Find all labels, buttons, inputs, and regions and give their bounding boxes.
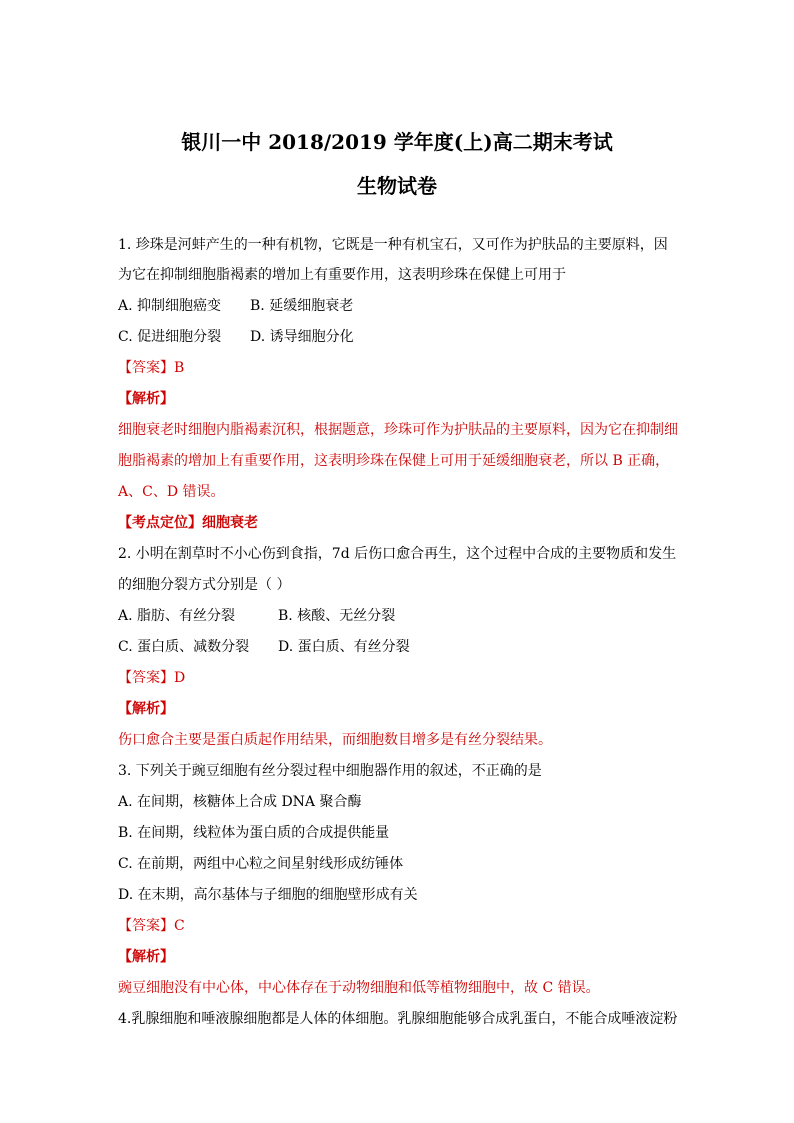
- q2-option-c: C. 蛋白质、减数分裂: [118, 639, 250, 655]
- q3-option-b: B. 在间期，线粒体为蛋白质的合成提供能量: [118, 825, 390, 841]
- exam-subtitle: 生物试卷: [357, 174, 437, 198]
- q3-option-c: C. 在前期，两组中心粒之间星射线形成纺锤体: [118, 856, 404, 872]
- q1-options-ab: [118, 297, 354, 315]
- q2-analysis-line1: 伤口愈合主要是蛋白质起作用结果，而细胞数目增多是有丝分裂结果。: [118, 732, 552, 748]
- q4-stem-line1: 4.乳腺细胞和唾液腺细胞都是人体的体细胞。乳腺细胞能够合成乳蛋白，不能合成唾液淀粉: [118, 1011, 678, 1027]
- q1-stem-line1: 1. 珍珠是河蚌产生的一种有机物，它既是一种有机宝石，又可作为护肤品的主要原料，因: [118, 237, 668, 253]
- q2-stem-line2: 的细胞分裂方式分别是（ ）: [118, 577, 291, 593]
- q1-analysis-line3: A、C、D 错误。: [118, 484, 225, 500]
- q3-stem-line1: 3. 下列关于豌豆细胞有丝分裂过程中细胞器作用的叙述，不正确的是: [118, 763, 542, 779]
- q2-analysis-label: 【解析】: [118, 701, 174, 717]
- q1-analysis-line2: 胞脂褐素的增加上有重要作用，这表明珍珠在保健上可用于延缓细胞衰老，所以 B 正确，: [118, 453, 670, 469]
- q2-option-d: D. 蛋白质、有丝分裂: [278, 639, 410, 655]
- q1-answer: 【答案】B: [118, 360, 185, 376]
- q1-option-b: B. 延缓细胞衰老: [250, 298, 354, 314]
- q2-answer: 【答案】D: [118, 670, 186, 686]
- q3-answer: 【答案】C: [118, 918, 185, 934]
- q1-point: 【考点定位】细胞衰老: [118, 515, 258, 531]
- q2-options-ab: [118, 607, 396, 625]
- q1-option-c: C. 促进细胞分裂: [118, 329, 222, 345]
- q1-analysis-label: 【解析】: [118, 391, 174, 407]
- q2-options-cd: [118, 638, 410, 656]
- q1-analysis-line1: 细胞衰老时细胞内脂褐素沉积，根据题意，珍珠可作为护肤品的主要原料，因为它在抑制细: [118, 422, 678, 438]
- q1-option-a: A. 抑制细胞癌变: [118, 298, 222, 314]
- q1-option-d: D. 诱导细胞分化: [250, 329, 354, 345]
- q3-option-d: D. 在末期，高尔基体与子细胞的细胞壁形成有关: [118, 887, 418, 903]
- q2-option-b: B. 核酸、无丝分裂: [278, 608, 396, 624]
- q3-analysis-label: 【解析】: [118, 949, 174, 965]
- q2-stem-line1: 2. 小明在割草时不小心伤到食指，7d 后伤口愈合再生，这个过程中合成的主要物质和发生: [118, 546, 677, 562]
- q1-options-cd: [118, 328, 354, 346]
- exam-title: 银川一中 2018/2019 学年度(上)高二期末考试: [181, 130, 613, 154]
- q1-stem-line2: 为它在抑制细胞脂褐素的增加上有重要作用，这表明珍珠在保健上可用于: [118, 267, 566, 283]
- q3-analysis-line1: 豌豆细胞没有中心体，中心体存在于动物细胞和低等植物细胞中，故 C 错误。: [118, 980, 600, 996]
- q2-option-a: A. 脂肪、有丝分裂: [118, 608, 236, 624]
- q3-option-a: A. 在间期，核糖体上合成 DNA 聚合酶: [118, 794, 362, 810]
